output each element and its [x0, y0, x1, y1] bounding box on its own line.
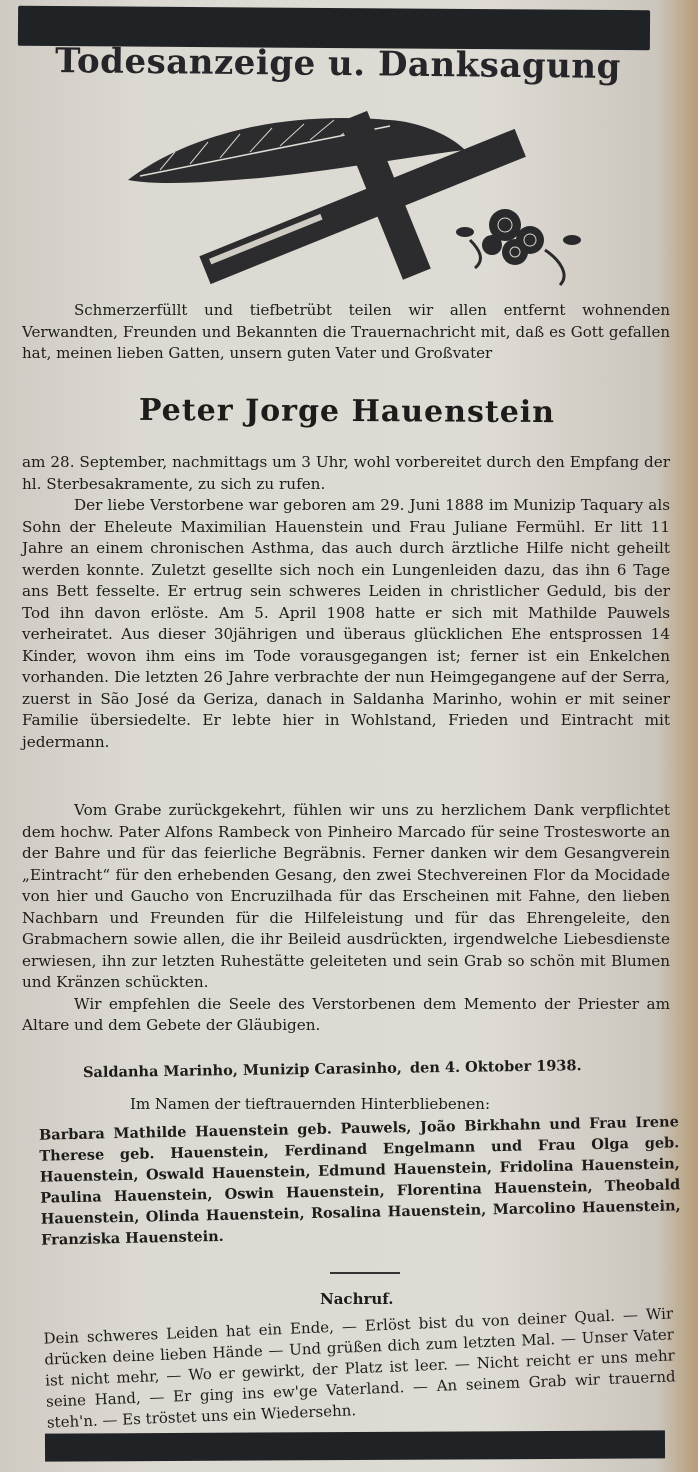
- nachruf-poem: Dein schweres Leiden hat ein Ende, — Erlöst bist du von deiner Qual. — Wir drücken deine lieben Hände — Und grüßen dich zum letzten Mal. — Unser Vater ist nicht mehr, — Wo er gewirkt, der Platz ist leer. — Nicht reicht er uns mehr seine Hand, — Er ging ins ew'ge Vaterland. — An seinem Grab wir trauernd steh'n. — Es tröstet uns ein Wiedersehn.: [43, 1304, 676, 1432]
- section-divider: [330, 1272, 400, 1274]
- thanks-text: [22, 800, 670, 1037]
- notice-headline: Todesanzeige u. Danksagung: [54, 41, 622, 87]
- place-name: Saldanha Marinho, Munizip Carasinho,: [82, 1059, 403, 1082]
- signed-intro: Im Namen der tieftrauernden Hinterbliebenen:: [130, 1095, 491, 1113]
- thanks-paragraph: Vom Grabe zurückgekehrt, fühlen wir uns zu herzlichem Dank verpflichtet dem hochw. Pater Alfons Rambeck von Pinheiro Marcado für seine Trostesworte an der Bahre und für das feierliche Begräbnis. Ferner danken wir dem Gesangverein „Eintracht“ für den erhebenden Gesang, den zwei Stechvereinen Flor da Mocidade von hier und Gaucho von Encruzilhada für das Erscheinen mit Fahne, den lieben Nachbarn und Freunden für die Hilfeleistung und für das Ehrengeleite, den Grabmachern sowie allen, die ihr Beileid ausdrückten, irgendwelche Liebesdienste erwiesen, ihn zur letzten Ruhestätte geleiteten und sein Grab so schön mit Blumen und Kränzen schückten.: [22, 801, 670, 991]
- nachruf-title: Nachruf.: [320, 1290, 394, 1308]
- death-notice-paragraph: am 28. September, nachmittags um 3 Uhr, wohl vorbereitet durch den Empfang der hl. Sterbesakramente, zu sich zu rufen.: [22, 453, 670, 493]
- place-and-date: [80, 1056, 680, 1081]
- mourners-list: Barbara Mathilde Hauenstein geb. Pauwels, João Birkhahn und Frau Irene Therese geb. Hauenstein, Ferdinand Engelmann und Frau Olga geb. Hauenstein, Oswald Hauenstein, Edmund Hauenstein, Fridolina Hauenstein, Paulina Hauenstein, Oswin Hauenstein, Florentina Hauenstein, Theobald Hauenstein, Olinda Hauenstein, Rosalina Hauenstein, Marcolino Hauenstein, Franziska Hauenstein.: [38, 1113, 681, 1249]
- main-text: [22, 452, 670, 753]
- bottom-black-rule: [45, 1430, 665, 1461]
- cross-with-palm-frond-and-roses-icon: [120, 100, 590, 300]
- commendation-paragraph: Wir empfehlen die Seele des Verstorbenen dem Memento der Priester am Altare und dem Gebete der Gläubigen.: [22, 994, 670, 1034]
- intro-paragraph: Schmerzerfüllt und tiefbetrübt teilen wir allen entfernt wohnenden Verwandten, Freunden und Bekannten die Trauernachricht mit, daß es Gott gefallen hat, meinen lieben Gatten, unsern guten Vater und Großvater: [22, 301, 670, 362]
- deceased-name: Peter Jorge Hauenstein: [138, 392, 556, 431]
- notice-date: den 4. Oktober 1938.: [409, 1057, 582, 1077]
- biography-paragraph: Der liebe Verstorbene war geboren am 29. Juni 1888 im Munizip Taquary als Sohn der Eheleute Maximilian Hauenstein und Frau Juliane Fermühl. Er litt 11 Jahre an einem chronischen Asthma, das auch durch ärztliche Hilfe nicht geheilt werden konnte. Zuletzt gesellte sich noch ein Lungenleiden dazu, das ihn 6 Tage ans Bett fesselte. Er ertrug sein schweres Leiden in christlicher Geduld, bis der Tod ihn davon erlöste. Am 5. April 1908 hatte er sich mit Mathilde Pauwels verheiratet. Aus dieser 30jährigen und überaus glücklichen Ehe entsprossen 14 Kinder, wovon ihm eins im Tode vorausgegangen ist; ferner ist ein Enkelchen vorhanden. Die letzten 26 Jahre verbrachte der nun Heimgegangene auf der Serra, zuerst in São José da Geriza, danach in Saldanha Marinho, wohin er mit seiner Familie übersiedelte. Er lebte hier in Wohlstand, Frieden und Eintracht mit jedermann.: [22, 496, 670, 751]
